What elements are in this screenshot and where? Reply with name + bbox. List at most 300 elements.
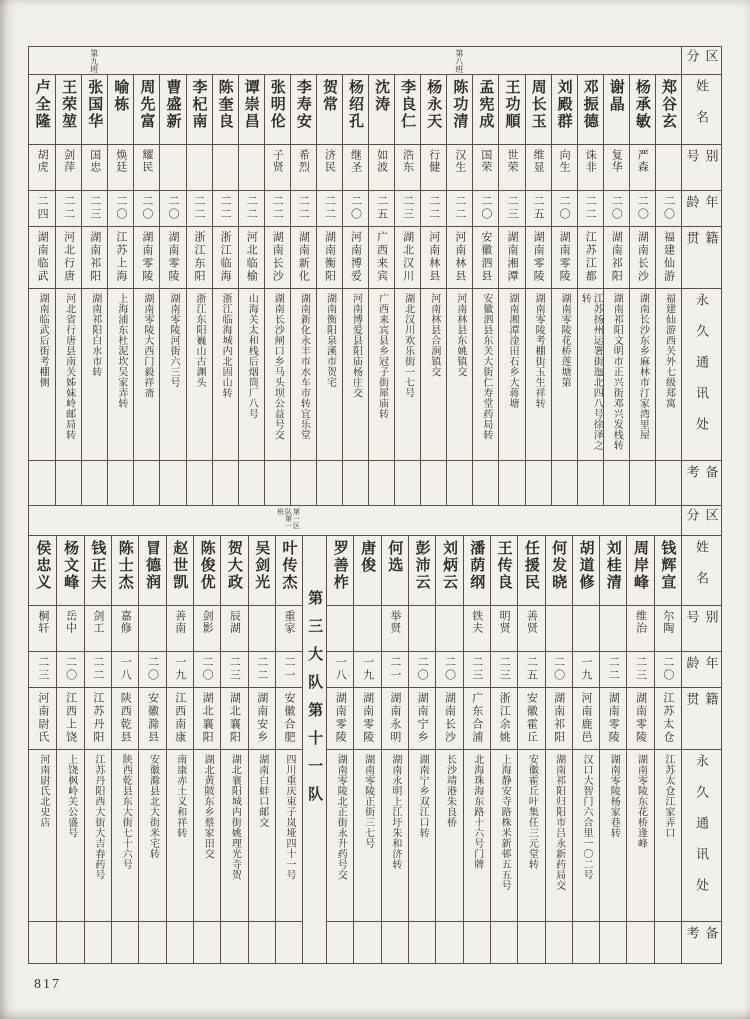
person-name-cell [264, 75, 290, 145]
person-native-place: 湖南零陵 [166, 231, 179, 283]
person-age-cell [84, 652, 111, 688]
person-name-cell [212, 75, 238, 145]
roster-column [446, 47, 472, 505]
person-alias-cell [551, 145, 577, 191]
division-marker-cell [435, 506, 462, 536]
person-remark-cell [577, 461, 603, 505]
person-alias-cell [111, 606, 138, 652]
person-remark-cell [525, 461, 551, 505]
person-native-place: 湖南宁乡 [416, 691, 429, 744]
roster-column [342, 47, 368, 505]
division-marker-cell [498, 47, 524, 75]
roster-column [29, 47, 55, 505]
person-address: 南康赤土义和祥转 [174, 753, 186, 838]
roster-column [275, 506, 302, 964]
person-remark-cell [381, 922, 408, 964]
person-native-place-cell [353, 688, 380, 750]
person-name: 何选 [386, 539, 403, 574]
person-age-cell [220, 652, 247, 688]
person-native-place-cell [446, 227, 472, 289]
person-native-place: 江苏丹阳 [91, 691, 104, 744]
person-address-cell [381, 750, 408, 922]
person-native-place-cell [326, 688, 353, 750]
person-age: 二四 [36, 195, 49, 221]
division-marker-cell [302, 506, 326, 536]
person-native-place: 湖南新化 [297, 231, 310, 283]
person-remark-cell [490, 922, 517, 964]
person-native-place-cell [654, 688, 681, 750]
person-alias-cell [220, 606, 247, 652]
division-marker-cell [654, 506, 681, 536]
person-name: 叶传杰 [280, 539, 297, 591]
row-label-alias-cell [681, 145, 721, 191]
person-age-cell [166, 652, 193, 688]
person-address: 湖南宁乡双江口转 [417, 753, 429, 838]
person-alias: 维显 [532, 149, 545, 173]
person-address-cell [577, 289, 603, 461]
person-native-place: 湖北襄阳 [201, 691, 214, 744]
person-native-place-cell [81, 227, 107, 289]
person-address: 上海浦东杜泥坎吴家弄转 [115, 293, 127, 409]
person-remark-cell [133, 461, 159, 505]
person-native-place: 湖南祁阳 [552, 691, 565, 744]
person-alias: 岳中 [64, 609, 77, 634]
person-address: 湖北黄陂东乡蔡家田交 [202, 753, 214, 859]
person-native-place-cell [316, 227, 342, 289]
person-native-place: 河北行唐 [62, 231, 75, 283]
roster-column [220, 506, 247, 964]
person-age: 二二 [91, 655, 104, 682]
person-native-place-cell [655, 227, 681, 289]
person-name: 胡道修 [577, 539, 594, 591]
person-address: 湖南零陵河街六三号 [167, 293, 179, 388]
person-native-place: 湖南零陵 [558, 231, 571, 283]
person-name-cell [420, 75, 446, 145]
person-address: 福建仙游西关外七级郑寓 [663, 293, 675, 409]
person-name: 贺常 [320, 79, 337, 113]
person-age-cell [408, 652, 435, 688]
person-native-place-cell [290, 227, 316, 289]
person-remark-cell [551, 461, 577, 505]
person-alias-cell [55, 145, 81, 191]
person-native-place-cell [498, 227, 524, 289]
division-marker-cell [212, 47, 238, 75]
roster-column [472, 47, 498, 505]
person-name-cell [81, 75, 107, 145]
person-address-cell [517, 750, 544, 922]
person-name-cell [159, 75, 185, 145]
roster-column [490, 506, 517, 964]
person-alias-cell [316, 145, 342, 191]
person-alias: 汉生 [453, 149, 466, 173]
person-address: 长沙靖港朱良桥 [444, 753, 456, 827]
person-name-cell [238, 75, 264, 145]
person-native-place: 江西南康 [173, 691, 186, 744]
person-address-cell [238, 289, 264, 461]
roster-column [326, 506, 353, 964]
person-alias: 浩东 [401, 149, 414, 173]
person-address: 湖南新化永丰市水车市转宜乐堂 [298, 293, 310, 440]
person-name-cell [572, 536, 599, 606]
person-age: 二三 [505, 195, 518, 221]
person-native-place-cell [490, 688, 517, 750]
person-address: 湖南湘潭淦田石乡大蒋塘 [506, 293, 518, 409]
person-address: 湖南永明上江圩朱和济转 [389, 753, 401, 869]
person-alias-cell [326, 606, 353, 652]
person-age-cell [238, 191, 264, 227]
row-label-remark-cell [681, 461, 721, 505]
person-age: 二〇 [661, 655, 674, 682]
person-age: 二〇 [166, 195, 179, 221]
person-address: 湖南零陵大西门毅祥斋 [141, 293, 153, 398]
person-alias: 重家 [282, 609, 295, 634]
person-native-place-cell [629, 227, 655, 289]
person-name: 罗善柞 [331, 539, 348, 591]
person-age: 二〇 [416, 655, 429, 682]
person-native-place: 江苏太仓 [661, 691, 674, 744]
person-address-cell [629, 289, 655, 461]
person-name: 陈士杰 [116, 539, 133, 591]
person-native-place-cell [394, 227, 420, 289]
person-name-cell [29, 75, 55, 145]
person-address-cell [655, 289, 681, 461]
person-name-cell [84, 536, 111, 606]
person-age-cell [159, 191, 185, 227]
person-address: 浙江东阳巍山古渊头 [194, 293, 206, 388]
roster-column [572, 506, 599, 964]
person-remark-cell [212, 461, 238, 505]
person-alias-cell [342, 145, 368, 191]
person-alias-cell [655, 145, 681, 191]
person-native-place-cell [599, 688, 626, 750]
person-age-cell [545, 652, 572, 688]
person-alias: 如波 [375, 149, 388, 173]
row-label-division: 区分 [684, 507, 719, 523]
roster-column [238, 47, 264, 505]
row-label-alias: 别号 [684, 149, 719, 170]
person-native-place-cell [166, 688, 193, 750]
row-label-native: 籍贯 [684, 691, 719, 721]
person-alias: 嘉修 [119, 609, 132, 634]
person-native-place-cell [186, 227, 212, 289]
roster-column [599, 506, 626, 964]
row-label-division-cell [681, 47, 721, 75]
roster-column [248, 506, 275, 964]
person-address: 安徽滁县北大街米宅转 [147, 753, 159, 859]
person-alias-cell [84, 606, 111, 652]
division-marker-cell [275, 506, 302, 536]
person-native-place-cell [275, 688, 302, 750]
person-remark-cell [56, 922, 83, 964]
person-age: 二〇 [636, 195, 649, 221]
person-native-place-cell [577, 227, 603, 289]
person-remark-cell [435, 922, 462, 964]
person-native-place: 湖南零陵 [532, 231, 545, 283]
division-marker-cell [629, 47, 655, 75]
person-age-cell [342, 191, 368, 227]
row-label-name: 姓名 [694, 539, 709, 602]
division-marker-cell [107, 47, 133, 75]
person-address-cell [342, 289, 368, 461]
person-address: 江苏太仓江家弄口 [662, 753, 674, 838]
person-alias-cell [498, 145, 524, 191]
person-age: 二二 [219, 195, 232, 221]
roster-column [655, 47, 681, 505]
person-age: 二〇 [552, 655, 565, 682]
person-name-cell [435, 536, 462, 606]
person-age-cell [551, 191, 577, 227]
person-remark-cell [517, 922, 544, 964]
person-address-cell [186, 289, 212, 461]
roster-column [368, 47, 394, 505]
roster-column [629, 47, 655, 505]
person-native-place: 安徽滁县 [146, 691, 159, 744]
roster-column [111, 506, 138, 964]
person-address: 安徽泗县东关大街仁寿堂药局转 [480, 293, 492, 440]
roster-column [408, 506, 435, 964]
person-name-cell [55, 75, 81, 145]
person-native-place: 安徽霍丘 [525, 691, 538, 744]
division-marker-cell [81, 47, 107, 75]
division-marker-cell [626, 506, 653, 536]
person-alias-cell [626, 606, 653, 652]
person-address-cell [107, 289, 133, 461]
row-label-age-cell [681, 191, 721, 227]
person-native-place: 湖南湘潭 [505, 231, 518, 283]
roster-column [545, 506, 572, 964]
person-alias: 向生 [558, 149, 571, 173]
division-marker-cell [545, 506, 572, 536]
roster-column [159, 47, 185, 505]
person-native-place: 湖南长沙 [271, 231, 284, 283]
person-name: 李寿安 [294, 79, 311, 130]
division-marker-cell [29, 47, 55, 75]
person-age-cell [517, 652, 544, 688]
person-name-cell [626, 536, 653, 606]
person-alias: 复华 [610, 149, 623, 173]
person-age: 二一 [282, 655, 295, 682]
row-label-native-cell [681, 688, 721, 750]
person-native-place: 广西来宾 [375, 231, 388, 283]
division-marker-cell [248, 506, 275, 536]
person-native-place-cell [551, 227, 577, 289]
division-marker-cell [238, 47, 264, 75]
person-name-cell [353, 536, 380, 606]
person-name-cell [551, 75, 577, 145]
person-address-cell [603, 289, 629, 461]
person-alias: 胡虎 [36, 149, 49, 173]
division-marker: 第九班 [89, 49, 99, 73]
person-name-cell [654, 536, 681, 606]
roster-column [138, 506, 165, 964]
person-native-place: 河南林县 [427, 231, 440, 283]
person-remark-cell [599, 922, 626, 964]
person-remark-cell [275, 922, 302, 964]
roster-column [56, 506, 83, 964]
person-address: 北海珠海东路十六号门牌 [471, 753, 483, 869]
person-address: 湖北汉川欢乐街一七号 [402, 293, 414, 398]
person-name: 卢全隆 [33, 79, 50, 130]
person-age: 二二 [255, 655, 268, 682]
roster-column [84, 506, 111, 964]
person-age-cell [133, 191, 159, 227]
person-age-cell [368, 191, 394, 227]
person-remark-cell [472, 461, 498, 505]
person-age: 二〇 [662, 195, 675, 221]
person-native-place: 湖南永明 [388, 691, 401, 744]
roster-column [186, 47, 212, 505]
person-age-cell [138, 652, 165, 688]
person-age-cell [435, 652, 462, 688]
person-remark-cell [107, 461, 133, 505]
division-marker-cell [408, 506, 435, 536]
roster-column [55, 47, 81, 505]
row-label-remark: 备考 [684, 925, 719, 947]
person-address: 陕西乾县东大街七十六号 [120, 753, 132, 869]
roster-table-upper [29, 47, 721, 505]
person-name-cell [408, 536, 435, 606]
person-remark-cell [29, 461, 55, 505]
division-marker-cell [84, 506, 111, 536]
person-age-cell [463, 652, 490, 688]
roster-column [290, 47, 316, 505]
roster-column [133, 47, 159, 505]
person-native-place-cell [138, 688, 165, 750]
person-native-place: 湖南零陵 [634, 691, 647, 744]
person-remark-cell [603, 461, 629, 505]
person-age: 二〇 [610, 195, 623, 221]
person-address: 上海静安寺路株米新邨五五号 [499, 753, 511, 890]
division-marker-cell [316, 47, 342, 75]
row-label-age-cell [681, 652, 721, 688]
person-name: 冒德润 [144, 539, 160, 591]
division-marker-cell [420, 47, 446, 75]
person-name: 沈涛 [373, 79, 390, 113]
roster-column [193, 506, 220, 964]
person-address-cell [138, 750, 165, 922]
person-alias: 举贤 [388, 609, 401, 634]
person-name-cell [603, 75, 629, 145]
person-alias-cell [394, 145, 420, 191]
person-name-cell [220, 536, 247, 606]
person-native-place-cell [55, 227, 81, 289]
person-age-cell [626, 652, 653, 688]
person-native-place: 湖北汉川 [401, 231, 414, 283]
person-alias-cell [368, 145, 394, 191]
person-age: 二〇 [201, 655, 214, 682]
person-address-cell [572, 750, 599, 922]
person-address-cell [29, 289, 55, 461]
person-address-cell [275, 750, 302, 922]
person-remark-cell [84, 922, 111, 964]
division-marker-cell [186, 47, 212, 75]
roster-column [435, 506, 462, 964]
person-alias: 善南 [173, 609, 186, 634]
person-age: 二〇 [479, 195, 492, 221]
person-native-place-cell [29, 688, 56, 750]
person-native-place: 浙江东阳 [193, 231, 206, 283]
person-address: 湖南零陵杨家巷转 [608, 753, 620, 838]
person-alias: 希烈 [297, 149, 310, 173]
person-alias: 剑工 [91, 609, 104, 634]
person-name: 唐俊 [359, 539, 376, 574]
person-remark-cell [394, 461, 420, 505]
person-alias-cell [29, 606, 56, 652]
person-address-cell [490, 750, 517, 922]
person-address: 四川重庆束子岚垭四十一号 [283, 753, 295, 880]
person-native-place: 浙江临海 [219, 231, 232, 283]
person-age-cell [490, 652, 517, 688]
person-address-cell [316, 289, 342, 461]
person-remark-cell [81, 461, 107, 505]
division-marker-cell [353, 506, 380, 536]
roster-column [551, 47, 577, 505]
person-name-cell [166, 536, 193, 606]
person-age-cell [603, 191, 629, 227]
person-age-cell [654, 652, 681, 688]
person-alias: 国荣 [479, 149, 492, 173]
person-native-place: 安徽泗县 [479, 231, 492, 283]
person-native-place: 湖南安乡 [255, 691, 268, 744]
person-remark-cell [498, 461, 524, 505]
person-native-place-cell [572, 688, 599, 750]
row-label-name: 姓名 [694, 79, 709, 141]
person-name-cell [342, 75, 368, 145]
person-name: 刘桂清 [604, 539, 621, 591]
person-age: 二二 [245, 195, 258, 221]
row-label-address-cell [681, 750, 721, 922]
person-address: 湖南零陵花桥莲塘第 [559, 293, 571, 388]
person-name: 李杞南 [190, 79, 207, 130]
person-age: 二二 [193, 195, 206, 221]
division-marker: 第一区队第一班 [276, 507, 301, 529]
division-marker-cell [326, 506, 353, 536]
person-address: 安徽霍丘叶集任三元堂转 [526, 753, 538, 869]
person-native-place-cell [248, 688, 275, 750]
person-alias: 耀民 [140, 149, 153, 173]
person-name: 侯忠义 [34, 539, 51, 591]
person-name-cell [111, 536, 138, 606]
person-address: 江苏丹阳西大街大吉春药号 [92, 753, 104, 880]
person-alias: 剑萍 [62, 149, 75, 173]
person-alias-cell [212, 145, 238, 191]
person-remark-cell [193, 922, 220, 964]
person-native-place-cell [84, 688, 111, 750]
person-native-place-cell [525, 227, 551, 289]
unit-divider-title: 第三大队第十一队 [306, 589, 323, 814]
person-native-place: 湖南衡阳 [323, 231, 336, 283]
row-label-native: 籍贯 [684, 231, 719, 260]
person-alias: 明贤 [498, 609, 511, 634]
person-remark-cell [655, 461, 681, 505]
person-address-cell [264, 289, 290, 461]
person-alias-cell [381, 606, 408, 652]
division-marker-cell [29, 506, 56, 536]
person-name: 潘荫纲 [468, 539, 485, 591]
person-address-cell [248, 750, 275, 922]
person-alias: 严森 [636, 149, 649, 173]
person-native-place: 湖南长沙 [443, 691, 456, 744]
person-native-place-cell [111, 688, 138, 750]
person-name: 钱辉宣 [659, 539, 676, 591]
person-name: 杨永天 [425, 79, 442, 130]
person-age-cell [81, 191, 107, 227]
roster-column [525, 47, 551, 505]
division-marker-cell [525, 47, 551, 75]
person-name-cell [599, 536, 626, 606]
person-address-cell [212, 289, 238, 461]
person-address-cell [326, 750, 353, 922]
